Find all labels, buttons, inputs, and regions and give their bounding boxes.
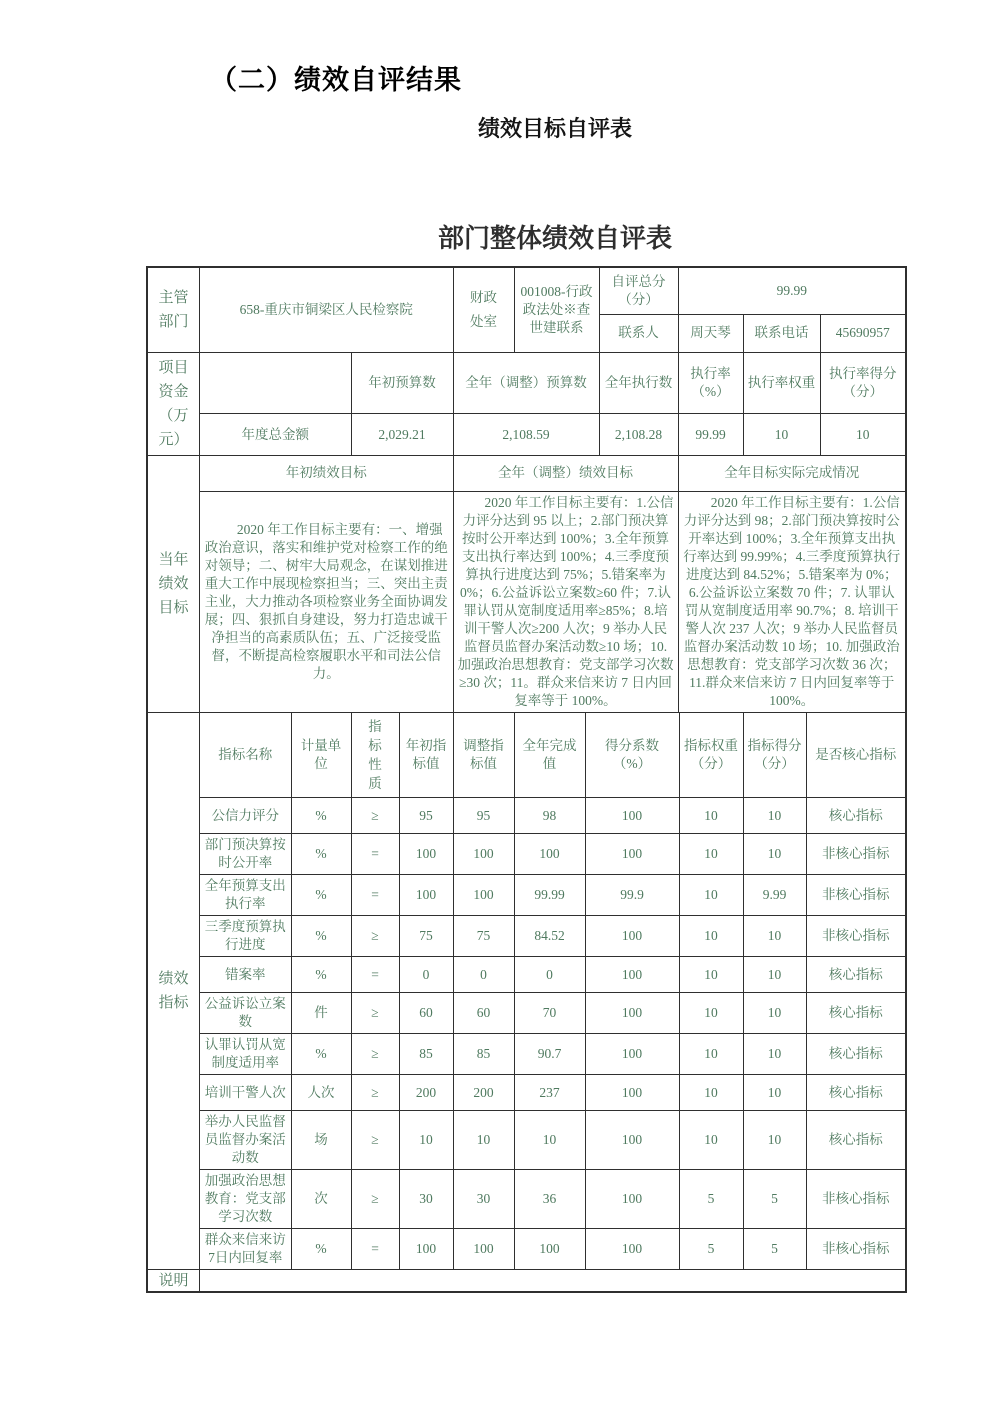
indicator-unit-cell: 次 xyxy=(291,1170,351,1229)
indicator-row xyxy=(200,1075,905,1111)
indicator-core-cell: 核心指标 xyxy=(806,1075,905,1111)
indicator-score-cell: 10 xyxy=(743,798,806,834)
indicator-initial-cell: 30 xyxy=(399,1170,453,1229)
indicator-completed-cell: 70 xyxy=(514,993,585,1034)
phone-number-cell: 45690957 xyxy=(820,314,905,352)
funds-header-initial: 年初预算数 xyxy=(351,353,453,414)
indicator-adjusted-cell: 85 xyxy=(453,1034,514,1075)
indicators-header-initial: 年初指标值 xyxy=(399,713,453,798)
indicator-adjusted-cell: 100 xyxy=(453,834,514,875)
indicator-adjusted-cell: 95 xyxy=(453,798,514,834)
indicator-score-cell: 5 xyxy=(743,1170,806,1229)
indicator-initial-cell: 10 xyxy=(399,1111,453,1170)
indicator-coef-cell: 100 xyxy=(585,957,679,993)
self-score-value-cell: 99.99 xyxy=(678,268,905,314)
indicators-header-unit: 计量单位 xyxy=(291,713,351,798)
indicator-score-cell: 10 xyxy=(743,916,806,957)
indicator-adjusted-cell: 100 xyxy=(453,875,514,916)
row-label-supervisor: 主管部门 xyxy=(148,268,200,353)
indicator-initial-cell: 75 xyxy=(399,916,453,957)
funds-executed-value: 2,108.28 xyxy=(599,414,678,456)
indicator-core-cell: 核心指标 xyxy=(806,1034,905,1075)
funds-table xyxy=(200,353,905,457)
indicator-core-cell: 非核心指标 xyxy=(806,834,905,875)
indicator-initial-cell: 85 xyxy=(399,1034,453,1075)
indicator-name-cell: 公益诉讼立案数 xyxy=(200,993,291,1034)
indicator-adjusted-cell: 60 xyxy=(453,993,514,1034)
goals-initial-text: 2020 年工作目标主要有：一、增强政治意识，落实和维护党对检察工作的绝对领导；二、树牢大局观念，在谋划推进重大工作中展现检察担当；三、突出主责主业，大力推动各项检察业务全面协调发展；四、狠抓自身建设，努力打造忠诚干净担当的高素质队伍；五、广泛接受监督，不断提高检察履职水平和司法公信力。 xyxy=(200,491,453,712)
indicator-nature-cell: = xyxy=(351,1229,399,1270)
indicator-completed-cell: 99.99 xyxy=(514,875,585,916)
indicator-score-cell: 9.99 xyxy=(743,875,806,916)
indicator-completed-cell: 100 xyxy=(514,834,585,875)
indicator-name-cell: 加强政治思想教育：党支部学习次数 xyxy=(200,1170,291,1229)
indicator-score-cell: 10 xyxy=(743,834,806,875)
indicator-row xyxy=(200,957,905,993)
unit-code-cell: 001008-行政政法处※查世建联系 xyxy=(514,268,599,352)
supervisor-table xyxy=(200,268,905,353)
indicator-coef-cell: 100 xyxy=(585,1111,679,1170)
indicator-weight-cell: 5 xyxy=(679,1229,743,1270)
funds-rate-value: 99.99 xyxy=(678,414,743,456)
indicator-core-cell: 核心指标 xyxy=(806,993,905,1034)
indicator-coef-cell: 100 xyxy=(585,834,679,875)
indicator-nature-cell: ≥ xyxy=(351,916,399,957)
indicator-initial-cell: 100 xyxy=(399,875,453,916)
indicator-nature-cell: = xyxy=(351,875,399,916)
funds-row-name: 年度总金额 xyxy=(200,414,351,456)
goals-header-initial: 年初绩效目标 xyxy=(200,456,453,491)
indicator-coef-cell: 100 xyxy=(585,1034,679,1075)
indicator-initial-cell: 60 xyxy=(399,993,453,1034)
indicator-core-cell: 非核心指标 xyxy=(806,1170,905,1229)
indicators-header-score: 指标得分（分） xyxy=(743,713,806,798)
note-table xyxy=(200,1270,905,1291)
funds-blank-header xyxy=(200,353,351,414)
indicator-weight-cell: 10 xyxy=(679,957,743,993)
indicator-core-cell: 核心指标 xyxy=(806,798,905,834)
indicator-weight-cell: 10 xyxy=(679,993,743,1034)
indicator-coef-cell: 100 xyxy=(585,993,679,1034)
indicator-row xyxy=(200,798,905,834)
goals-header-adjusted: 全年（调整）绩效目标 xyxy=(453,456,678,491)
indicator-row xyxy=(200,875,905,916)
indicator-adjusted-cell: 100 xyxy=(453,1229,514,1270)
funds-header-weight: 执行率权重 xyxy=(743,353,820,414)
indicator-weight-cell: 10 xyxy=(679,1034,743,1075)
indicator-unit-cell: % xyxy=(291,875,351,916)
indicator-coef-cell: 100 xyxy=(585,1229,679,1270)
indicator-score-cell: 5 xyxy=(743,1229,806,1270)
indicator-nature-cell: = xyxy=(351,834,399,875)
indicator-name-cell: 群众来信来访7日内回复率 xyxy=(200,1229,291,1270)
indicator-adjusted-cell: 10 xyxy=(453,1111,514,1170)
indicator-coef-cell: 100 xyxy=(585,1170,679,1229)
indicator-core-cell: 非核心指标 xyxy=(806,875,905,916)
contact-name-cell: 周天琴 xyxy=(678,314,743,352)
indicator-row xyxy=(200,916,905,957)
row-label-goals: 当年绩效目标 xyxy=(148,456,200,713)
indicator-score-cell: 10 xyxy=(743,957,806,993)
indicator-weight-cell: 10 xyxy=(679,1111,743,1170)
indicator-completed-cell: 84.52 xyxy=(514,916,585,957)
indicator-completed-cell: 0 xyxy=(514,957,585,993)
indicator-initial-cell: 95 xyxy=(399,798,453,834)
indicators-header-adjusted: 调整指标值 xyxy=(453,713,514,798)
indicator-adjusted-cell: 75 xyxy=(453,916,514,957)
indicator-core-cell: 核心指标 xyxy=(806,1111,905,1170)
indicator-score-cell: 10 xyxy=(743,993,806,1034)
indicator-weight-cell: 10 xyxy=(679,834,743,875)
funds-header-rate: 执行率（%） xyxy=(678,353,743,414)
indicators-header-weight: 指标权重（分） xyxy=(679,713,743,798)
indicator-completed-cell: 90.7 xyxy=(514,1034,585,1075)
goals-table xyxy=(200,456,905,713)
indicator-coef-cell: 100 xyxy=(585,1075,679,1111)
indicator-unit-cell: % xyxy=(291,798,351,834)
row-label-indicators: 绩效指标 xyxy=(148,713,200,1271)
indicator-initial-cell: 0 xyxy=(399,957,453,993)
indicator-unit-cell: % xyxy=(291,916,351,957)
indicator-score-cell: 10 xyxy=(743,1034,806,1075)
indicator-unit-cell: 件 xyxy=(291,993,351,1034)
note-content-cell xyxy=(200,1270,905,1291)
indicator-adjusted-cell: 30 xyxy=(453,1170,514,1229)
indicator-score-cell: 10 xyxy=(743,1111,806,1170)
indicator-unit-cell: 场 xyxy=(291,1111,351,1170)
section-goals xyxy=(148,456,905,713)
indicator-name-cell: 认罪认罚从宽制度适用率 xyxy=(200,1034,291,1075)
funds-header-score: 执行率得分（分） xyxy=(820,353,905,414)
section-supervisor xyxy=(148,268,905,353)
indicator-unit-cell: % xyxy=(291,1034,351,1075)
indicator-nature-cell: ≥ xyxy=(351,1111,399,1170)
indicators-header-core: 是否核心指标 xyxy=(806,713,905,798)
funds-header-executed: 全年执行数 xyxy=(599,353,678,414)
indicator-adjusted-cell: 0 xyxy=(453,957,514,993)
contact-label-cell: 联系人 xyxy=(599,314,678,352)
indicator-name-cell: 全年预算支出执行率 xyxy=(200,875,291,916)
indicator-completed-cell: 36 xyxy=(514,1170,585,1229)
indicator-unit-cell: 人次 xyxy=(291,1075,351,1111)
indicator-adjusted-cell: 200 xyxy=(453,1075,514,1111)
org-name-cell: 658-重庆市铜梁区人民检察院 xyxy=(200,268,453,352)
funds-weight-value: 10 xyxy=(743,414,820,456)
indicator-coef-cell: 100 xyxy=(585,916,679,957)
indicator-core-cell: 非核心指标 xyxy=(806,1229,905,1270)
indicator-row xyxy=(200,834,905,875)
indicator-nature-cell: = xyxy=(351,957,399,993)
indicator-name-cell: 举办人民监督员监督办案活动数 xyxy=(200,1111,291,1170)
table-title: 部门整体绩效自评表 xyxy=(437,223,672,253)
indicator-name-cell: 三季度预算执行进度 xyxy=(200,916,291,957)
form-subtitle: 绩效目标自评表 xyxy=(477,116,632,141)
indicator-row xyxy=(200,1034,905,1075)
goals-adjusted-text: 2020 年工作目标主要有：1.公信力评分达到 95 以上；2.部门预决算按时公开率达到 100%；3.全年预算支出执行率达到 100%；4.三季度预算执行进度达到 75%；5.错案率为 0%；6.公益诉讼立案数≥60 件；7.认罪认罚从宽制度适用率≥85%；8.培训干警人次≥200 人次；9 举办人民监督员监督办案活动数≥10 场；10. 加强政治思想教育：党支部学习次数≥30 次；11。群众来信来访 7 日内回复率等于 100%。 xyxy=(453,491,678,712)
indicator-nature-cell: ≥ xyxy=(351,1075,399,1111)
indicator-row xyxy=(200,993,905,1034)
indicator-unit-cell: % xyxy=(291,834,351,875)
phone-label-cell: 联系电话 xyxy=(743,314,820,352)
indicator-completed-cell: 10 xyxy=(514,1111,585,1170)
indicator-nature-cell: ≥ xyxy=(351,1034,399,1075)
row-label-funds: 项目资金（万元） xyxy=(148,353,200,457)
indicator-weight-cell: 10 xyxy=(679,916,743,957)
indicators-header-coef: 得分系数（%） xyxy=(585,713,679,798)
goals-header-actual: 全年目标实际完成情况 xyxy=(678,456,905,491)
row-label-note: 说明 xyxy=(148,1270,200,1291)
indicator-coef-cell: 100 xyxy=(585,798,679,834)
section-note xyxy=(148,1270,905,1291)
indicator-row xyxy=(200,1170,905,1229)
indicator-score-cell: 10 xyxy=(743,1075,806,1111)
section-heading: （二）绩效自评结果 xyxy=(210,65,462,95)
indicator-completed-cell: 237 xyxy=(514,1075,585,1111)
self-evaluation-table xyxy=(146,266,907,1293)
indicator-row xyxy=(200,1229,905,1270)
indicator-completed-cell: 100 xyxy=(514,1229,585,1270)
indicator-unit-cell: % xyxy=(291,957,351,993)
indicators-header-row xyxy=(200,713,905,798)
indicator-coef-cell: 99.9 xyxy=(585,875,679,916)
indicator-unit-cell: % xyxy=(291,1229,351,1270)
indicator-name-cell: 培训干警人次 xyxy=(200,1075,291,1111)
indicator-initial-cell: 100 xyxy=(399,834,453,875)
indicator-initial-cell: 200 xyxy=(399,1075,453,1111)
funds-header-adjusted: 全年（调整）预算数 xyxy=(453,353,599,414)
indicator-core-cell: 非核心指标 xyxy=(806,916,905,957)
indicator-completed-cell: 98 xyxy=(514,798,585,834)
section-funds xyxy=(148,353,905,457)
indicator-nature-cell: ≥ xyxy=(351,798,399,834)
funds-initial-value: 2,029.21 xyxy=(351,414,453,456)
indicator-name-cell: 错案率 xyxy=(200,957,291,993)
indicator-weight-cell: 10 xyxy=(679,1075,743,1111)
self-score-label-cell: 自评总分（分） xyxy=(599,268,678,314)
indicators-table xyxy=(200,713,905,1271)
indicator-row xyxy=(200,1111,905,1170)
indicator-weight-cell: 10 xyxy=(679,798,743,834)
indicator-core-cell: 核心指标 xyxy=(806,957,905,993)
goals-actual-text: 2020 年工作目标主要有：1.公信力评分达到 98；2.部门预决算按时公开率达到 100%；3.全年预算支出执行率达到 99.99%；4.三季度预算执行进度达到 84.52%；5.错案率为 0%；6.公益诉讼立案数 70 件；7. 认罪认罚从宽制度适用率 90.7%；8. 培训干警人次 237 人次；9 举办人民监督员监督办案活动数 10 场；10. 加强政治思想教育：党支部学习次数 36 次；11.群众来信来访 7 日内回复率等于 100%。 xyxy=(678,491,905,712)
indicator-weight-cell: 5 xyxy=(679,1170,743,1229)
indicator-name-cell: 部门预决算按时公开率 xyxy=(200,834,291,875)
funds-adjusted-value: 2,108.59 xyxy=(453,414,599,456)
indicator-weight-cell: 10 xyxy=(679,875,743,916)
indicators-header-name: 指标名称 xyxy=(200,713,291,798)
indicator-name-cell: 公信力评分 xyxy=(200,798,291,834)
indicators-header-completed: 全年完成值 xyxy=(514,713,585,798)
indicator-nature-cell: ≥ xyxy=(351,1170,399,1229)
funds-score-value: 10 xyxy=(820,414,905,456)
indicator-initial-cell: 100 xyxy=(399,1229,453,1270)
indicators-header-nature: 指标性质 xyxy=(351,713,399,798)
indicator-nature-cell: ≥ xyxy=(351,993,399,1034)
section-indicators xyxy=(148,713,905,1271)
office-cell: 财政处室 xyxy=(453,268,514,352)
